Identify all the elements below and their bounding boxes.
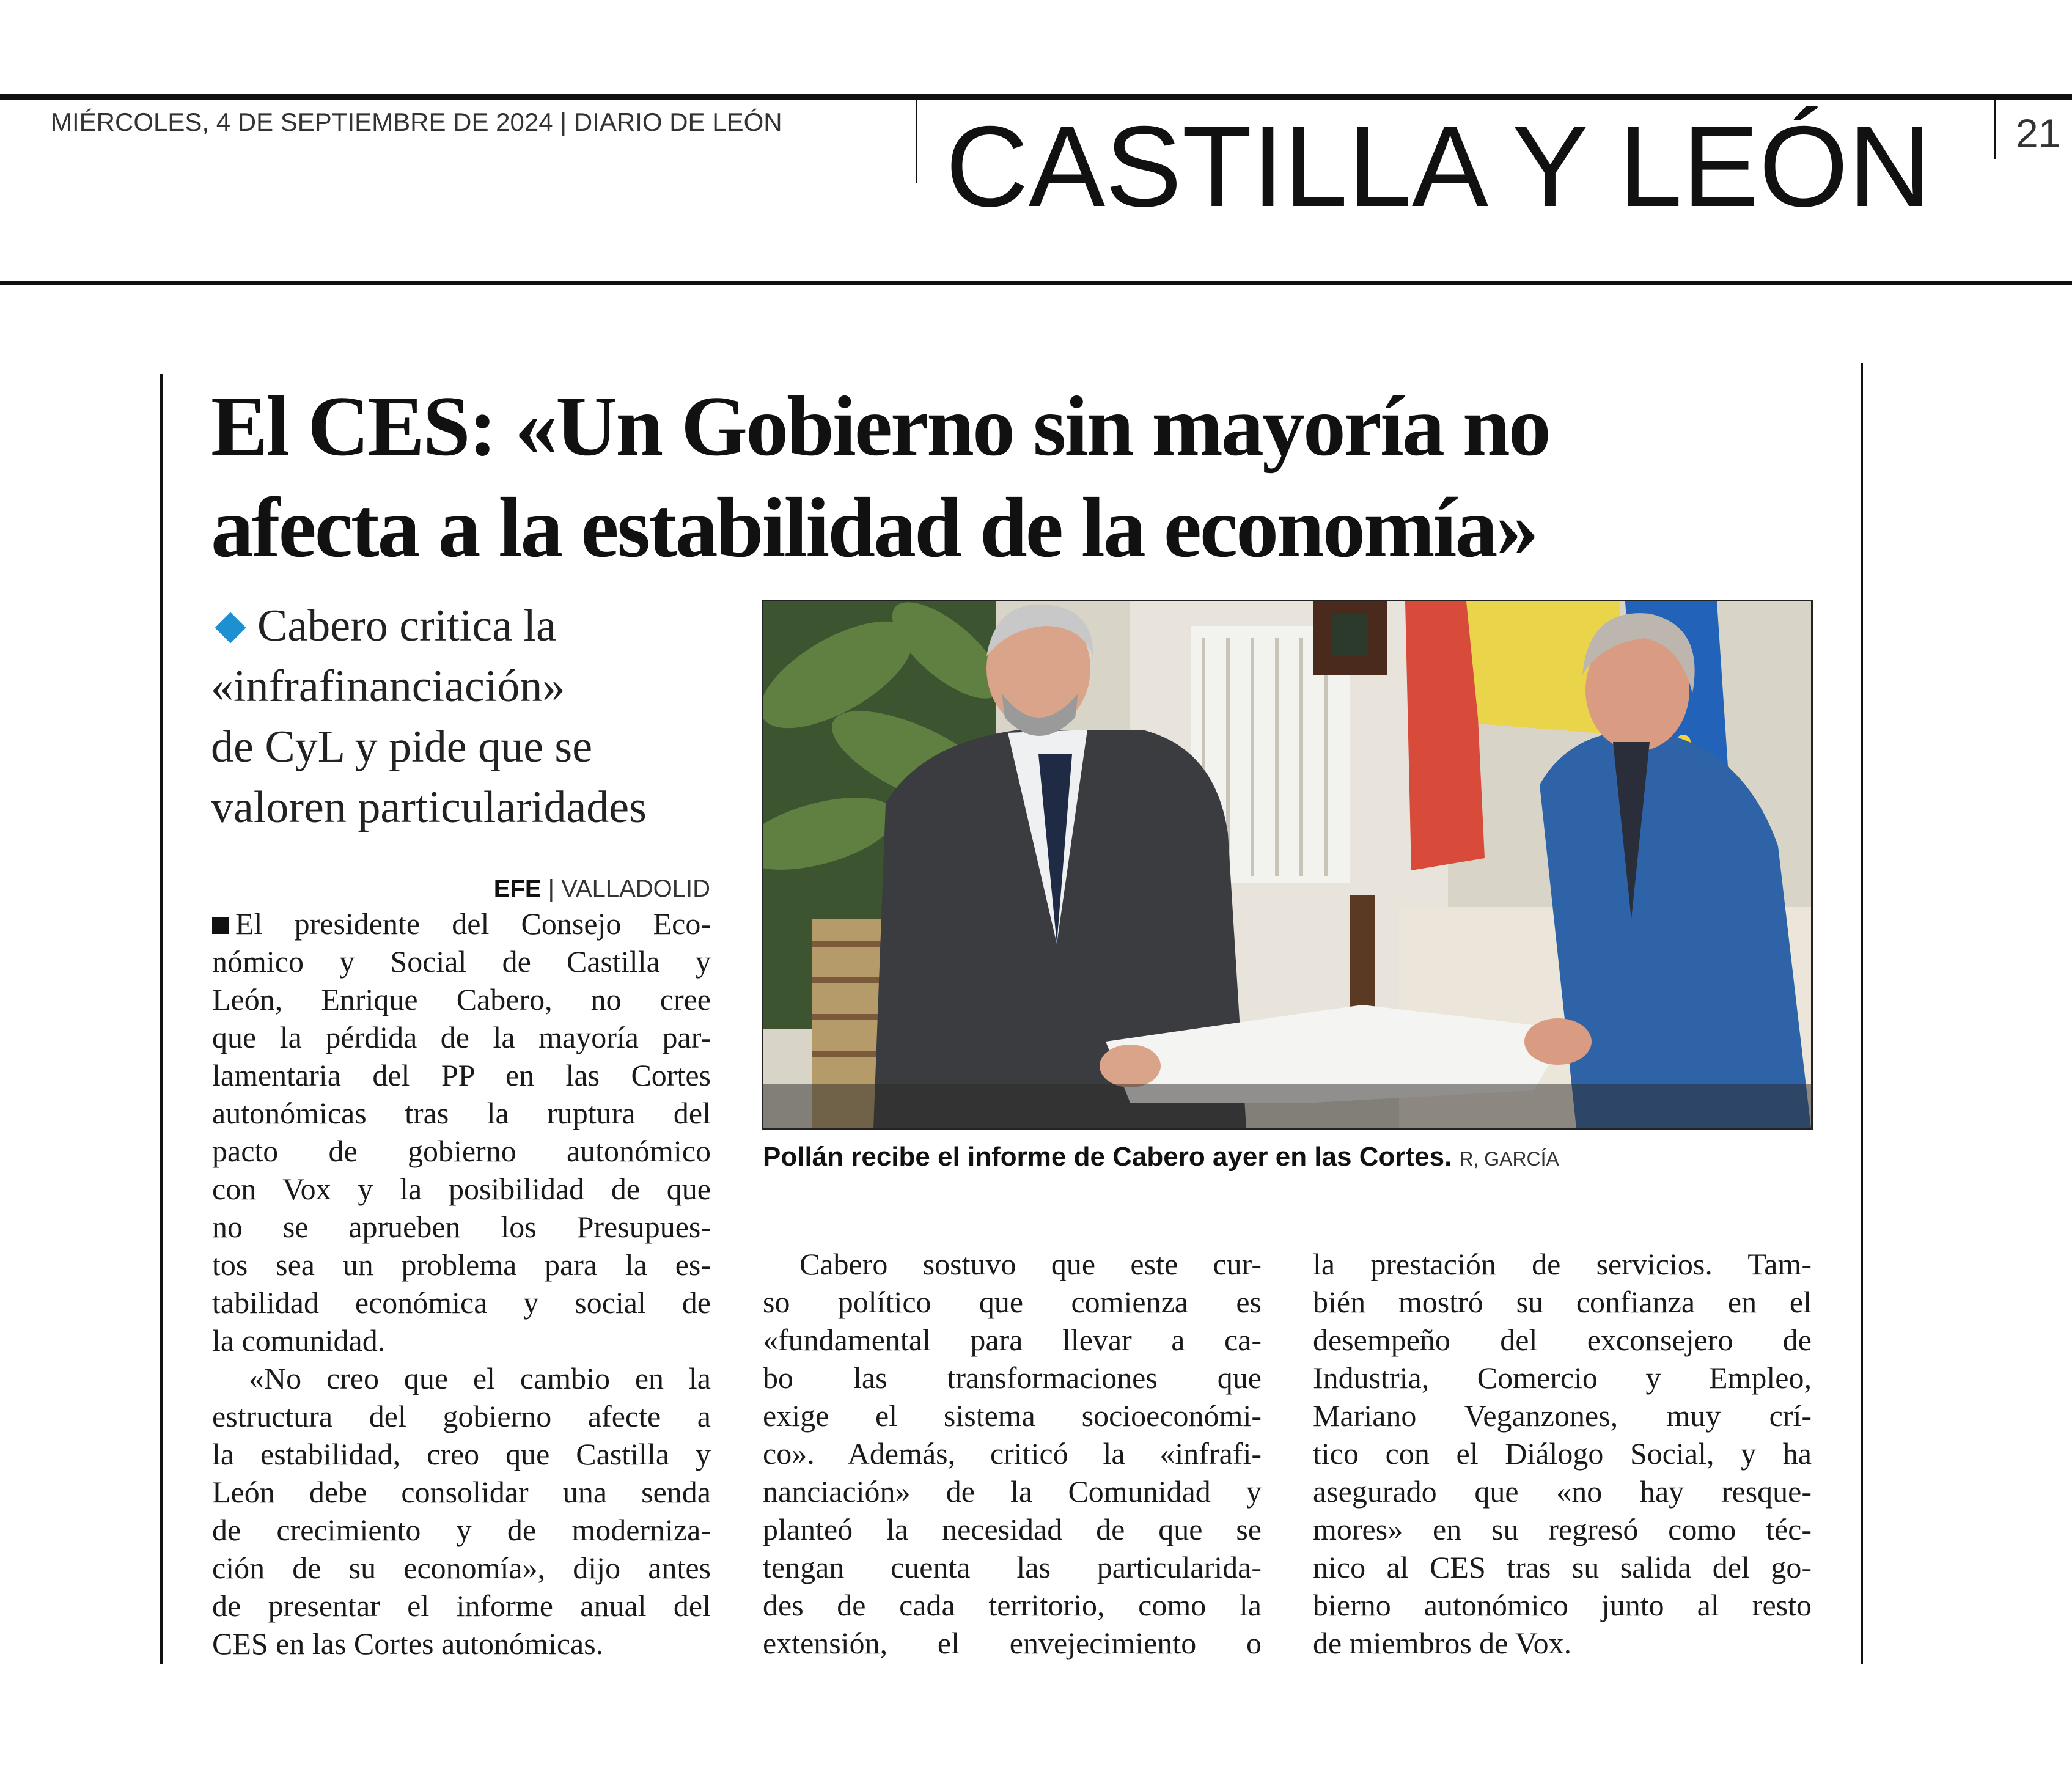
body-text-line: tabilidad económica y social de <box>212 1285 711 1320</box>
body-text-line-text: El presidente del Consejo Eco- <box>235 906 711 941</box>
body-text-line: tos sea un problema para la es- <box>212 1248 711 1282</box>
body-column-2 <box>763 1245 1262 1662</box>
body-text-line: tico con el Diálogo Social, y ha <box>1313 1436 1812 1471</box>
body-text-line: de presentar el informe anual del <box>212 1589 711 1623</box>
body-text-line: Industria, Comercio y Empleo, <box>1313 1361 1812 1395</box>
body-text-line: bién mostró su confianza en el <box>1313 1285 1812 1319</box>
body-text-line: la prestación de servicios. Tam- <box>1313 1247 1812 1281</box>
top-rule <box>0 94 2072 100</box>
section-title: CASTILLA Y LEÓN <box>946 102 1931 230</box>
photo-illustration <box>763 601 1811 1128</box>
photo-caption <box>763 1142 1559 1172</box>
subhead-line: de CyL y pide que se <box>211 722 593 772</box>
headline <box>211 376 1549 579</box>
subhead-line: «infrafinanciación» <box>211 661 565 711</box>
body-text-line: lamentaria del PP en las Cortes <box>212 1058 711 1092</box>
lead-square-icon <box>212 917 229 934</box>
body-text-line: que la pérdida de la mayoría par- <box>212 1020 711 1054</box>
body-text-line: exige el sistema socioeconómi- <box>763 1398 1262 1433</box>
page-number: 21 <box>2016 111 2061 156</box>
body-text-line: des de cada territorio, como la <box>763 1588 1262 1622</box>
body-text-line: nanciación» de la Comunidad y <box>763 1474 1262 1509</box>
body-text-line: no se aprueben los Presupues- <box>212 1210 711 1244</box>
article-photo <box>762 600 1813 1130</box>
headline-line: afecta a la estabilidad de la economía» <box>211 480 1537 575</box>
body-text-line: con Vox y la posibilidad de que <box>212 1172 711 1206</box>
subhead-line: valoren particularidades <box>211 782 647 832</box>
body-text-line: CES en las Cortes autonómicas. <box>212 1626 604 1661</box>
body-text-line: ción de su economía», dijo antes <box>212 1551 711 1585</box>
body-text-line <box>212 905 711 943</box>
body-text-line: de crecimiento y de moderniza- <box>212 1513 711 1547</box>
body-text-line: bo las transformaciones que <box>763 1361 1262 1395</box>
body-text-line: León, Enrique Cabero, no cree <box>212 982 711 1016</box>
body-column-3 <box>1313 1245 1812 1662</box>
body-text-line: Mariano Veganzones, muy crí- <box>1313 1398 1812 1433</box>
masthead-divider <box>916 98 917 183</box>
body-text-line: bierno autonómico junto al resto <box>1313 1588 1812 1622</box>
byline: EFE | VALLADOLID <box>493 875 710 902</box>
body-text-line: la estabilidad, creo que Castilla y <box>212 1437 711 1471</box>
body-text-line: extensión, el envejecimiento o <box>763 1626 1262 1660</box>
body-text-line: planteó la necesidad de que se <box>763 1512 1262 1546</box>
body-text-line: nómico y Social de Castilla y <box>212 944 711 979</box>
subhead-line: Cabero critica la <box>257 601 556 651</box>
photo-credit: R, GARCÍA <box>1459 1148 1559 1170</box>
body-text-line: mores» en su regresó como téc- <box>1313 1512 1812 1546</box>
body-text-line: «fundamental para llevar a ca- <box>763 1323 1262 1357</box>
body-text-line: Cabero sostuvo que este cur- <box>799 1247 1262 1281</box>
body-text-line: tengan cuenta las particularida- <box>763 1550 1262 1584</box>
body-text-line: asegurado que «no hay resque- <box>1313 1474 1812 1509</box>
body-text-line: estructura del gobierno afecte a <box>212 1399 711 1433</box>
body-text-line: nico al CES tras su salida del go- <box>1313 1550 1812 1584</box>
headline-line: El CES: «Un Gobierno sin mayoría no <box>211 379 1549 474</box>
caption-text: Pollán recibe el informe de Cabero ayer en las Cortes. <box>763 1142 1452 1172</box>
article-left-rule <box>160 374 163 1664</box>
byline-location: VALLADOLID <box>561 875 710 902</box>
masthead-bottom-rule <box>0 281 2072 285</box>
dateline: MIÉRCOLES, 4 DE SEPTIEMBRE DE 2024 | DIARIO DE LEÓN <box>51 108 782 136</box>
subheadline <box>211 596 647 838</box>
page-number-divider <box>1994 98 1996 159</box>
diamond-bullet-icon <box>215 612 246 644</box>
body-text-line: autonómicas tras la ruptura del <box>212 1096 711 1130</box>
body-text-line: la comunidad. <box>212 1323 386 1358</box>
body-text-line: desempeño del exconsejero de <box>1313 1323 1812 1357</box>
body-text-line: de miembros de Vox. <box>1313 1626 1572 1660</box>
body-text-line: León debe consolidar una senda <box>212 1475 711 1509</box>
body-text-line: pacto de gobierno autonómico <box>212 1134 711 1168</box>
body-column-1 <box>212 905 711 1663</box>
body-text-line: «No creo que el cambio en la <box>249 1361 711 1395</box>
byline-agency: EFE <box>493 875 542 902</box>
body-text-line: co». Además, criticó la «infrafi- <box>763 1436 1262 1471</box>
body-text-line: so político que comienza es <box>763 1285 1262 1319</box>
article-right-rule <box>1861 363 1863 1664</box>
